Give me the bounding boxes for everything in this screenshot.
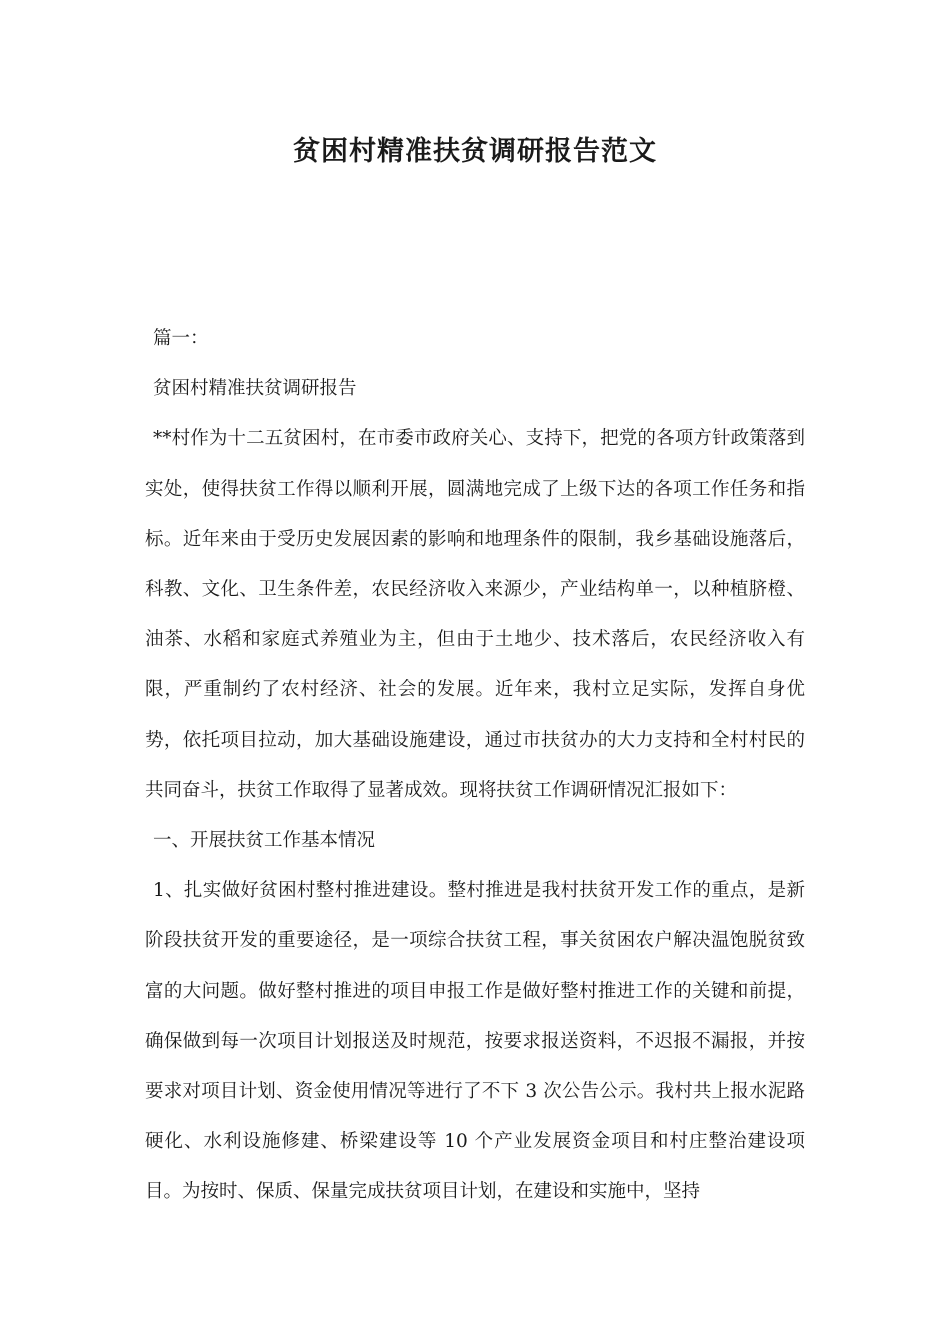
item-paragraph: 1、扎实做好贫困村整村推进建设。整村推进是我村扶贫开发工作的重点，是新阶段扶贫开发的重要途径，是一项综合扶贫工程，事关贫困农户解决温饱脱贫致富的大问题。做好整村推进的项目申报工作是做好整村推进工作的关键和前提，确保做到每一次项目计划报送及时规范，按要求报送资料，不迟报不漏报，并按要求对项目计划、资金使用情况等进行了不下 3 次公告公示。我村共上报水泥路硬化、水利设施修建、桥梁建设等 10 个产业发展资金项目和村庄整治建设项目。为按时、保质、保量完成扶贫项目计划，在建设和实施中，坚持 [145,880,805,1203]
document-body [145,314,805,1218]
section-heading: 一、开展扶贫工作基本情况 [153,830,376,852]
section-label: 篇一： [153,328,209,349]
intro-paragraph: **村作为十二五贫困村，在市委市政府关心、支持下，把党的各项方针政策落到实处，使得扶贫工作得以顺利开展，圆满地完成了上级下达的各项工作任务和指标。近年来由于受历史发展因素的影响和地理条件的限制，我乡基础设施落后，科教、文化、卫生条件差，农民经济收入来源少，产业结构单一，以种植脐橙、油茶、水稻和家庭式养殖业为主，但由于土地少、技术落后，农民经济收入有限，严重制约了农村经济、社会的发展。近年来，我村立足实际，发挥自身优势，依托项目拉动，加大基础设施建设，通过市扶贫办的大力支持和全村村民的共同奋斗，扶贫工作取得了显著成效。现将扶贫工作调研情况汇报如下： [145,428,805,801]
document-title: 贫困村精准扶贫调研报告范文 [293,136,657,167]
report-heading: 贫困村精准扶贫调研报告 [153,378,357,400]
